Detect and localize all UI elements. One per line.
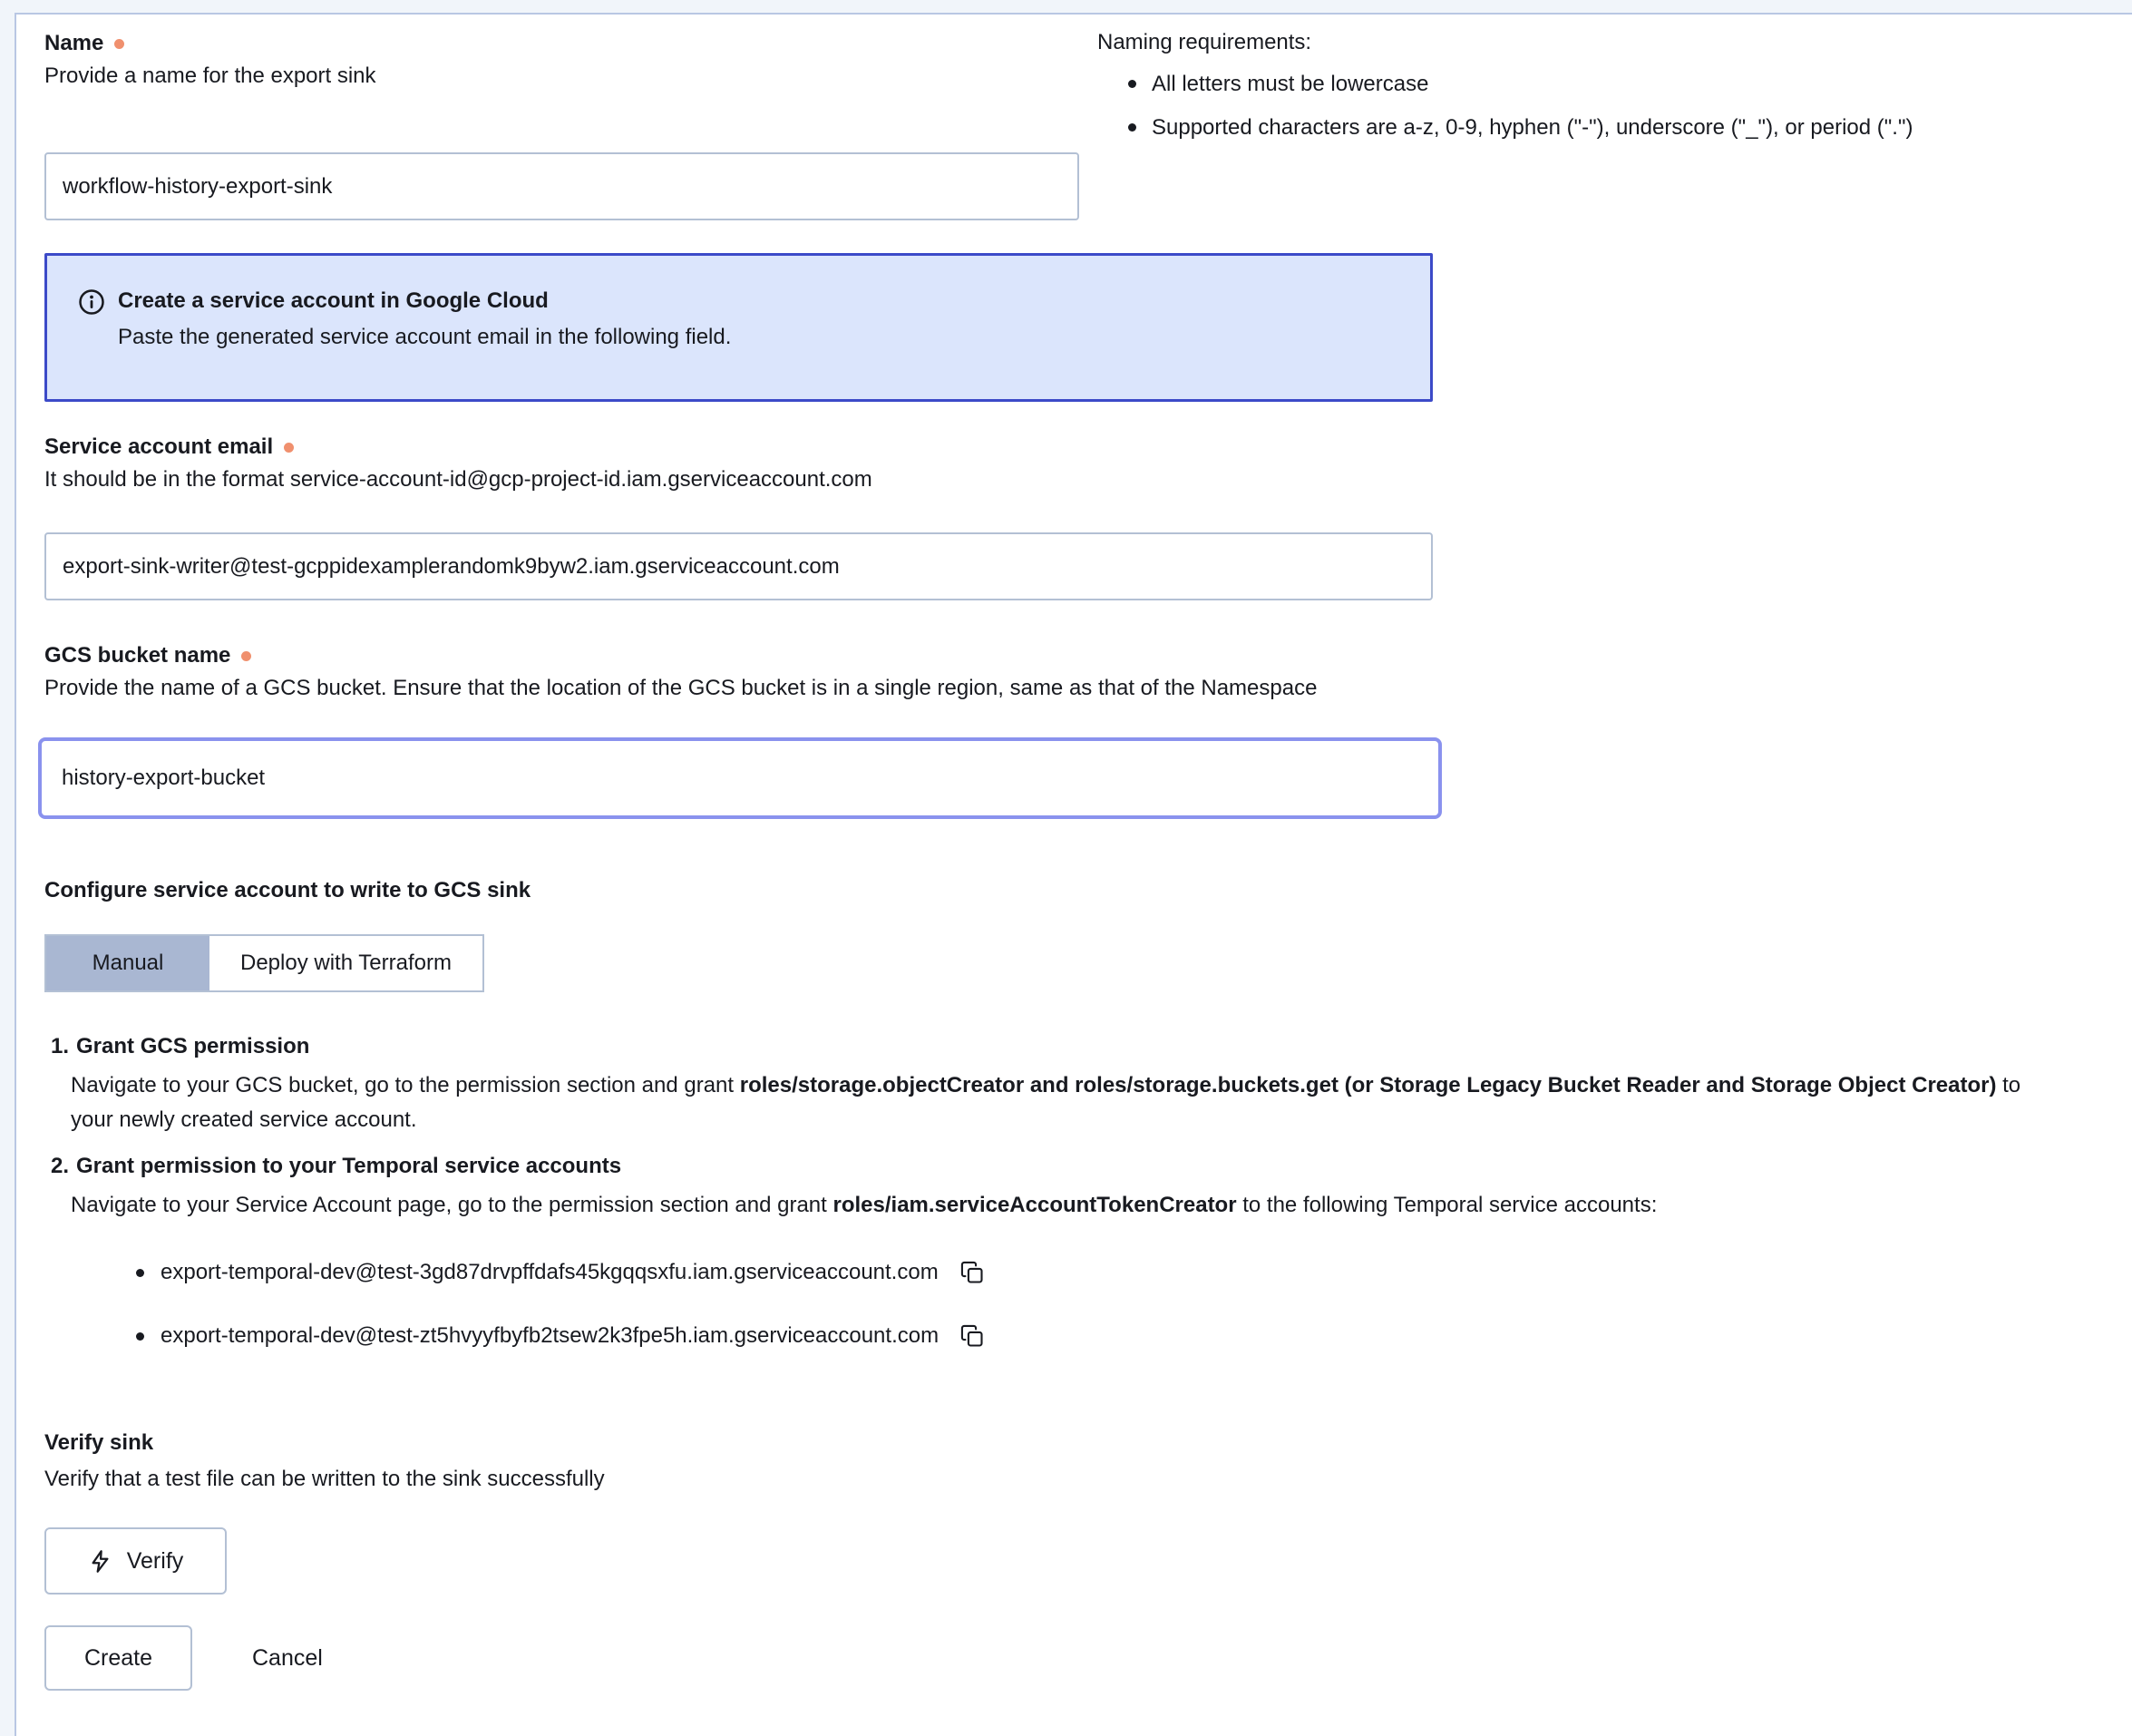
zap-icon <box>88 1549 112 1574</box>
info-icon <box>78 288 105 316</box>
bucket-label: GCS bucket name <box>44 643 231 668</box>
copy-icon[interactable] <box>959 1259 986 1286</box>
required-dot-icon <box>284 443 294 453</box>
create-button[interactable]: Create <box>44 1625 192 1691</box>
name-field-group <box>44 30 1079 220</box>
name-row <box>44 30 2105 220</box>
step-title: Grant permission to your Temporal service accounts <box>76 1154 622 1178</box>
copy-icon[interactable] <box>959 1322 986 1350</box>
configure-section-title: Configure service account to write to GCS sink <box>44 878 531 902</box>
step-grant-gcs-permission <box>44 1032 2105 1137</box>
verify-button[interactable] <box>44 1527 227 1595</box>
step-body <box>71 1188 2052 1223</box>
export-sink-form <box>15 13 2132 1736</box>
naming-requirement-item: Supported characters are a-z, 0-9, hyphen ("-"), underscore ("_"), or period (".") <box>1097 113 2122 142</box>
info-banner-texts <box>118 287 731 352</box>
cancel-button[interactable]: Cancel <box>252 1644 323 1671</box>
naming-requirements-title: Naming requirements: <box>1097 30 1312 54</box>
info-banner-body: Paste the generated service account email in the following field. <box>118 325 732 349</box>
naming-requirements <box>1097 30 2122 142</box>
step-body-text: Navigate to your GCS bucket, go to the permission section and grant <box>71 1073 740 1097</box>
list-item <box>44 1252 2105 1293</box>
bullet-icon <box>136 1269 144 1277</box>
name-label: Name <box>44 31 104 55</box>
service-account-label-row <box>44 434 2105 461</box>
step-grant-temporal-permission <box>44 1152 2105 1223</box>
verify-section-title: Verify sink <box>44 1430 154 1455</box>
temporal-service-account-email: export-temporal-dev@test-3gd87drvpffdafs45kgqqsxfu.iam.gserviceaccount.com <box>161 1260 939 1284</box>
bullet-icon <box>1128 123 1136 132</box>
tab-deploy-with-terraform[interactable]: Deploy with Terraform <box>209 936 482 990</box>
name-label-row <box>44 30 1079 57</box>
step-title-row <box>51 1032 2105 1061</box>
step-title: Grant GCS permission <box>76 1034 310 1058</box>
naming-requirement-item: All letters must be lowercase <box>1097 70 2122 99</box>
step-number: 2. <box>51 1154 70 1178</box>
service-account-label: Service account email <box>44 434 274 459</box>
step-body <box>71 1068 2052 1137</box>
step-body-bold-text: roles/storage.objectCreator and roles/storage.buckets.get (or Storage Legacy Bucket Reader and Storage Object Creator) <box>739 1073 1997 1097</box>
required-dot-icon <box>241 651 251 661</box>
step-number: 1. <box>51 1034 70 1058</box>
list-item <box>44 1315 2105 1357</box>
service-account-email-input[interactable] <box>44 532 1433 600</box>
name-help-text: Provide a name for the export sink <box>44 63 376 88</box>
step-body-bold-text: roles/iam.serviceAccountTokenCreator <box>832 1193 1237 1217</box>
temporal-service-account-email: export-temporal-dev@test-zt5hvyyfbyfb2tsew2k3fpe5h.iam.gserviceaccount.com <box>161 1323 939 1348</box>
sink-name-input[interactable] <box>44 152 1079 220</box>
tab-manual[interactable]: Manual <box>46 936 209 990</box>
info-banner-title: Create a service account in Google Cloud <box>118 288 549 313</box>
temporal-service-accounts-list <box>44 1252 2105 1357</box>
service-account-help-text: It should be in the format service-account-id@gcp-project-id.iam.gserviceaccount.com <box>44 467 872 492</box>
form-actions <box>44 1625 2105 1691</box>
bucket-name-input[interactable] <box>38 737 1442 819</box>
verify-help-text: Verify that a test file can be written to the sink successfully <box>44 1467 605 1491</box>
step-title-row <box>51 1152 2105 1181</box>
step-body-text: Navigate to your Service Account page, go to the permission section and grant <box>71 1193 833 1217</box>
bucket-label-row <box>44 642 2105 669</box>
bullet-icon <box>1128 80 1136 88</box>
configure-tabs <box>44 934 484 992</box>
bullet-icon <box>136 1332 144 1341</box>
step-body-text: to your newly created service account. <box>71 1073 2021 1132</box>
required-dot-icon <box>114 39 124 49</box>
info-banner <box>44 253 1433 402</box>
step-body-text: to the following Temporal service accounts: <box>1236 1193 1658 1217</box>
verify-button-label: Verify <box>126 1547 184 1574</box>
bucket-help-text: Provide the name of a GCS bucket. Ensure that the location of the GCS bucket is in a single region, same as that of the Namespace <box>44 676 1318 700</box>
